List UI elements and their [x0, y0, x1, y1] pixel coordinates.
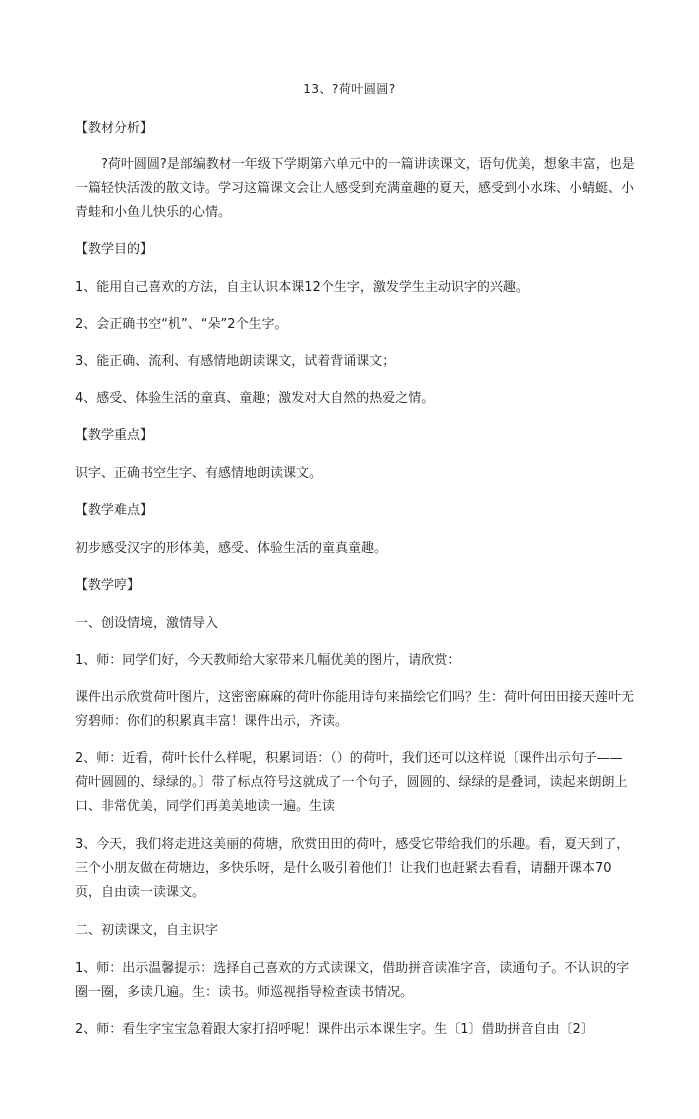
- part1-step1: 1、师：同学们好，今天教师给大家带来几幅优美的图片，请欣赏：: [75, 653, 461, 668]
- part1-step1-detail: 课件出示欣赏荷叶图片，这密密麻麻的荷叶你能用诗句来描绘它们吗？生：荷叶何田田接天莲叶无穷碧师：你们的积累真丰富！课件出示，齐读。: [75, 690, 635, 729]
- document-title: 13、?荷叶圆圆?: [303, 82, 396, 96]
- goal-1: 1、能用自己喜欢的方法，自主认识本课12个生字，激发学生主动识字的兴趣。: [75, 280, 529, 295]
- goal-3: 3、能正确、流利、有感情地朗读课文，试着背诵课文；: [75, 354, 396, 369]
- process-heading: 【教学哼】: [75, 578, 141, 593]
- analysis-heading: 【教材分析】: [75, 121, 154, 136]
- key-heading: 【教学重点】: [75, 428, 154, 443]
- analysis-text: ?荷叶圆圆?是部编教材一年级下学期第六单元中的一篇讲读课文，语句优美，想象丰富，也是一篇轻快活泼的散文诗。学习这篇课文会让人感受到充满童趣的夏天，感受到小水珠、小蜻蜓、小青蛙和小鱼儿快乐的心情。: [75, 157, 635, 220]
- part2-heading: 二、初读课文，自主识字: [75, 923, 219, 938]
- goals-heading: 【教学目的】: [75, 242, 154, 257]
- key-text: 识字、正确书空生字、有感情地朗读课文。: [75, 466, 323, 481]
- part1-step2: 2、师：近看，荷叶长什么样呢，积累词语：（）的荷叶，我们还可以这样说〔课件出示句子——荷叶圆圆的、绿绿的。〕带了标点符号这就成了一个句子，圆圆的、绿绿的是叠词，读起来朗朗上口、非常优美，同学们再美美地读一遍。生读: [75, 751, 628, 814]
- part2-step1: 1、师：出示温馨提示：选择自己喜欢的方式读课文，借助拼音读准字音，读通句子。不认识的字圈一圈，多读几遍。生：读书。师巡视指导检查读书情况。: [75, 961, 630, 1000]
- part1-heading: 一、创设情境，激情导入: [75, 616, 219, 631]
- goal-2: 2、会正确书空“机”、“朵”2个生字。: [75, 317, 288, 332]
- difficulty-text: 初步感受汉字的形体美，感受、体验生活的童真童趣。: [75, 541, 388, 556]
- part2-step2: 2、师：看生字宝宝急着跟大家打招呼呢！课件出示本课生字。生〔1〕借助拼音自由〔2〕: [75, 1022, 594, 1037]
- difficulty-heading: 【教学难点】: [75, 503, 154, 518]
- part1-step3: 3、今天，我们将走进这美丽的荷塘，欣赏田田的荷叶，感受它带给我们的乐趣。看，夏天到了，三个小朋友做在荷塘边，多快乐呀，是什么吸引着他们！让我们也赶紧去看看，请翻开课本70页，自由读一读课文。: [75, 837, 630, 900]
- goal-4: 4、感受、体验生活的童真、童趣；激发对大自然的热爱之情。: [75, 391, 435, 406]
